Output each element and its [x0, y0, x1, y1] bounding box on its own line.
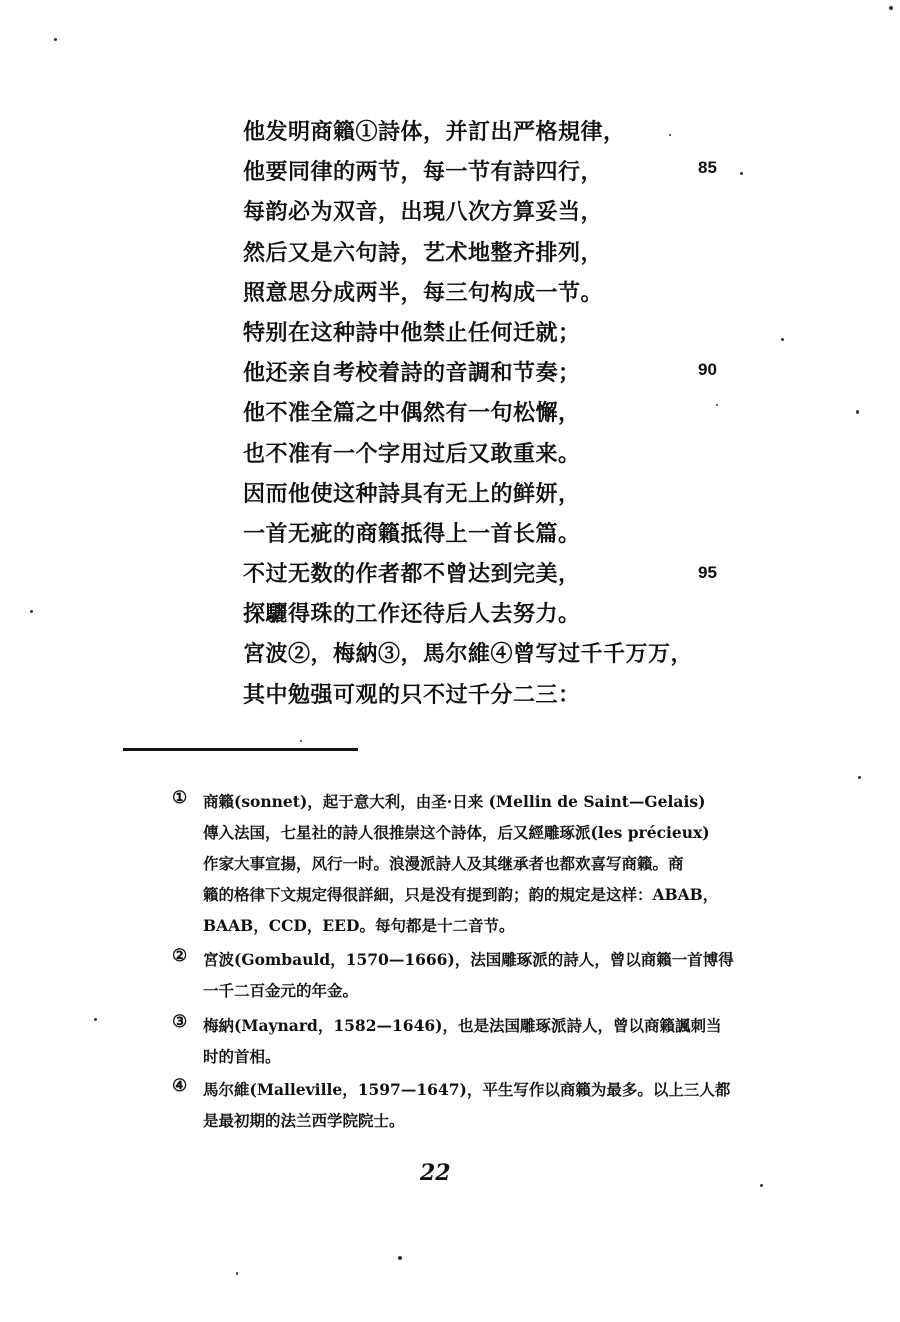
footnote-line: 作家大事宣揚，风行一时。浪漫派詩人及其继承者也都欢喜写商籟。商	[203, 854, 684, 873]
scan-speck	[740, 172, 743, 175]
verse-line: 特别在这种詩中他禁止任何迁就；	[243, 319, 581, 346]
footnote-marker-3: ③	[172, 1012, 188, 1032]
footnote-line: 馬尔維(Malleville，1597—1647)，平生写作以商籟为最多。以上三人都	[203, 1080, 731, 1099]
verse-line: 一首无疵的商籟抵得上一首长篇。	[243, 520, 581, 547]
scan-speck	[781, 338, 784, 341]
footnote-marker-1: ①	[172, 788, 188, 808]
scan-speck	[398, 1256, 402, 1260]
line-number-85: 85	[698, 158, 717, 177]
footnote-line: 傳入法国，七星社的詩人很推崇这个詩体，后又經雕琢派(les précieux)	[203, 823, 710, 842]
footnote-separator	[123, 748, 358, 751]
footnote-4	[203, 1074, 763, 1136]
footnote-line: BAAB，CCD，EED。每句都是十二音节。	[203, 916, 515, 935]
line-number-95: 95	[698, 563, 717, 582]
footnote-line: 一千二百金元的年金。	[203, 981, 359, 1000]
footnote-line: 籟的格律下文規定得很詳細，只是没有提到韵；韵的規定是这样：ABAB，	[203, 885, 719, 904]
footnote-line: 是最初期的法兰西学院院士。	[203, 1111, 405, 1130]
scan-speck	[300, 740, 302, 742]
footnote-marker-2: ②	[172, 946, 188, 966]
footnote-marker-4: ④	[172, 1076, 188, 1096]
footnote-line: 梅納(Maynard，1582—1646)，也是法国雕琢派詩人，曾以商籟諷刺当	[203, 1016, 722, 1035]
footnote-2	[203, 944, 763, 1006]
verse-line: 宮波②，梅納③，馬尔維④曾写过千千万万，	[243, 641, 694, 668]
line-number-90: 90	[698, 360, 717, 379]
scan-speck	[858, 776, 861, 779]
verse-line: 他发明商籟①詩体，并訂出严格規律，	[243, 119, 626, 145]
footnote-1	[203, 786, 763, 941]
scan-speck	[94, 1018, 97, 1021]
scan-speck	[236, 1272, 238, 1275]
verse-line: 每韵必为双音，出現八次方算妥当，	[243, 199, 604, 226]
footnote-3	[203, 1010, 763, 1072]
scan-speck	[856, 410, 859, 414]
footnote-line: 时的首相。	[203, 1047, 281, 1066]
verse-line: 也不准有一个字用过后又敢重来。	[243, 440, 581, 467]
scan-speck	[716, 404, 718, 406]
verse-line: 探驪得珠的工作还待后人去努力。	[243, 601, 581, 628]
footnote-line: 商籟(sonnet)，起于意大利，由圣·日来 (Mellin de Saint—Gelais)	[203, 792, 706, 811]
scan-speck	[54, 38, 57, 41]
footnote-line: 宮波(Gombauld，1570—1666)，法国雕琢派的詩人，曾以商籟一首博得	[203, 950, 734, 969]
poem-text	[243, 112, 693, 715]
verse-line: 因而他使这种詩具有无上的鲜妍，	[243, 480, 581, 507]
scan-speck	[669, 134, 671, 136]
verse-line: 他不准全篇之中偶然有一句松懈，	[243, 400, 581, 427]
verse-line: 照意思分成两半，每三句构成一节。	[243, 279, 604, 306]
scan-speck	[889, 6, 893, 10]
verse-line: 然后又是六句詩，艺术地整齐排列，	[243, 239, 604, 266]
page-number: 22	[420, 1160, 451, 1186]
verse-line: 不过无数的作者都不曾达到完美，	[243, 561, 581, 588]
scan-speck	[30, 610, 33, 613]
verse-line: 其中勉强可观的只不过千分二三：	[243, 681, 581, 708]
verse-line: 他要同律的两节，每一节有詩四行，	[243, 159, 604, 186]
verse-line: 他还亲自考校着詩的音調和节奏；	[243, 360, 581, 387]
scan-speck	[760, 1184, 763, 1187]
